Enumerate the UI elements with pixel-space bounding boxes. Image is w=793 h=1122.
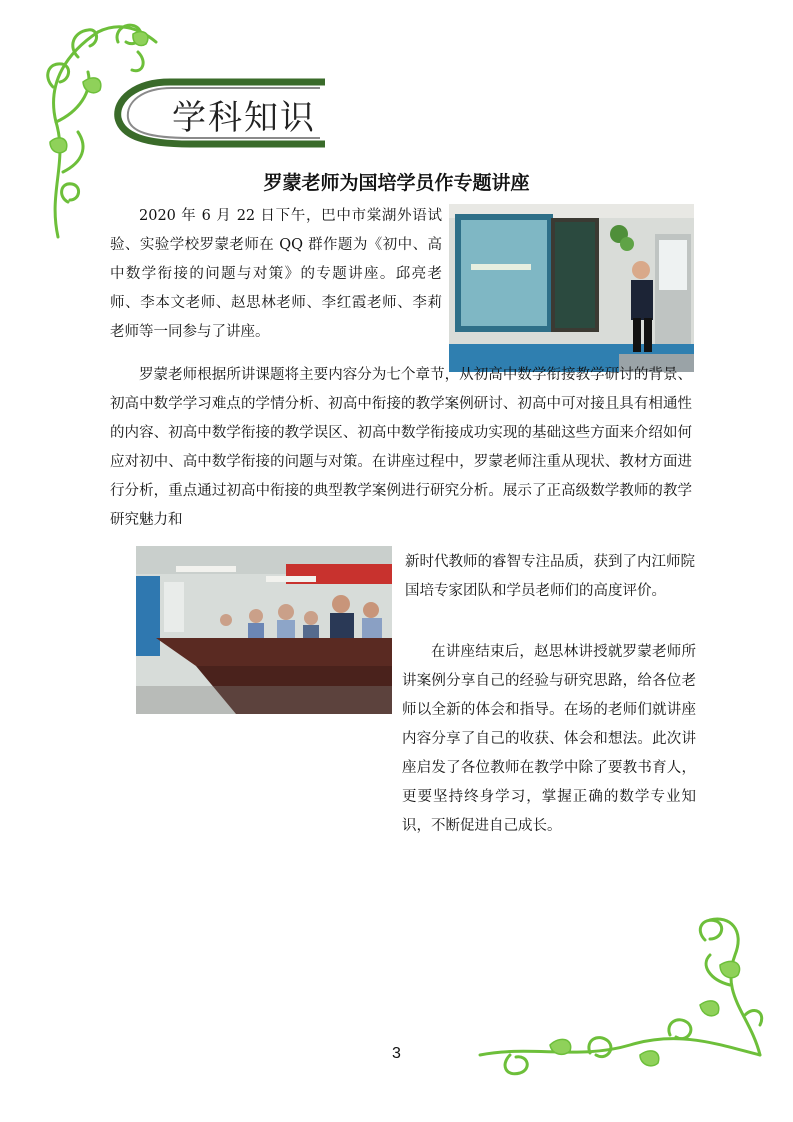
article-paragraph-3 <box>110 638 696 841</box>
article-paragraph-2: 罗蒙老师根据所讲课题将主要内容分为七个章节，从初高中数学衔接教学研讨的背景、初高中数学学习难点的学情分析、初高中衔接的教学案例研讨、初高中可对接且具有相通性的内容、初高中数学衔接的教学误区、初高中数学衔接成功实现的基础这些方面来介绍如何应对初中、高中数学衔接的问题与对策。在讲座过程中，罗蒙老师注重从现状、教材方面进行分析，重点通过初高中衔接的典型教学案例进行研究分析。展示了正高级数学教师的教学研究魅力和 <box>110 367 692 528</box>
article-title: 罗蒙老师为国培学员作专题讲座 <box>263 172 530 194</box>
page-number: 3 <box>392 1045 401 1062</box>
section-header <box>110 78 330 148</box>
article-paragraph-1: 2020 年 6 月 22 日下午，巴中市棠湖外语试验、实验学校罗蒙老师在 QQ 群作题为《初中、高中数学衔接的问题与对策》的专题讲座。邱亮老师、李本文老师、赵思林老师、李红霞老师、李莉老师等一同参与了讲座。 <box>110 208 442 340</box>
article-paragraph-3-text: 在讲座结束后，赵思林讲授就罗蒙老师所讲案例分享自己的经验与研究思路，给各位老师以全新的体会和指导。在场的老师们就讲座内容分享了自己的收获、体会和想法。此次讲座启发了各位教师在教学中除了要教书育人，更要坚持终身学习，掌握正确的数学专业知识，不断促进自己成长。 <box>402 644 696 834</box>
article-paragraph-2-continued: 新时代教师的睿智专注品质，获到了内江师院国培专家团队和学员老师们的高度评价。 <box>405 554 695 599</box>
section-title: 学科知识 <box>172 98 316 138</box>
lecture-speaker-photo <box>449 204 694 372</box>
